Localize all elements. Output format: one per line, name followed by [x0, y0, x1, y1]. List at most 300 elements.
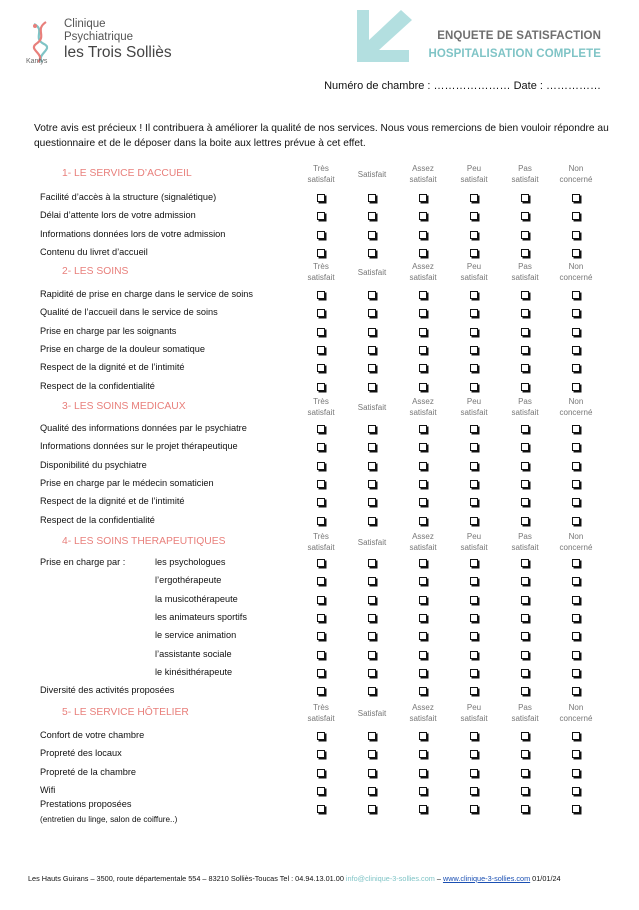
- answer-checkbox[interactable]: [572, 443, 580, 451]
- column-header: [451, 702, 497, 724]
- column-header-line: satisfait: [511, 408, 539, 417]
- column-header-line: satisfait: [460, 408, 488, 417]
- answer-checkbox[interactable]: [368, 577, 376, 585]
- answer-checkbox[interactable]: [572, 805, 580, 813]
- answer-checkbox[interactable]: [572, 651, 580, 659]
- answer-checkbox[interactable]: [317, 212, 325, 220]
- answer-checkbox[interactable]: [572, 559, 580, 567]
- answer-checkbox[interactable]: [572, 462, 580, 470]
- answer-checkbox[interactable]: [317, 231, 325, 239]
- answer-checkbox[interactable]: [368, 596, 376, 604]
- column-header-line: satisfait: [460, 714, 488, 723]
- column-header-line: satisfait: [307, 714, 335, 723]
- answer-checkbox[interactable]: [521, 212, 529, 220]
- column-header-line: Pas: [518, 262, 532, 271]
- answer-checkbox[interactable]: [368, 383, 376, 391]
- question-label: Contenu du livret d’accueil: [40, 246, 148, 257]
- section-title: 3- LES SOINS MEDICAUX: [62, 401, 186, 412]
- answer-checkbox[interactable]: [317, 651, 325, 659]
- column-header-line: Peu: [466, 164, 482, 173]
- footer-date: 01/01/24: [530, 874, 561, 883]
- column-header-line: Non: [568, 397, 584, 406]
- column-header-line: Satisfait: [357, 403, 387, 412]
- answer-checkbox[interactable]: [368, 443, 376, 451]
- answer-checkbox[interactable]: [521, 425, 529, 433]
- arrow-logo-icon: [357, 10, 412, 62]
- section-title: 1- LE SERVICE D’ACCUEIL: [62, 168, 192, 179]
- answer-checkbox[interactable]: [317, 750, 325, 758]
- question-label: Prise en charge par les soignants: [40, 325, 177, 336]
- answer-checkbox[interactable]: [572, 231, 580, 239]
- answer-checkbox[interactable]: [521, 769, 529, 777]
- column-header-line: Très: [313, 262, 329, 271]
- answer-checkbox[interactable]: [470, 462, 478, 470]
- column-header: [349, 537, 395, 548]
- answer-checkbox[interactable]: [470, 425, 478, 433]
- answer-checkbox[interactable]: [317, 498, 325, 506]
- answer-checkbox[interactable]: [470, 596, 478, 604]
- column-header-line: Pas: [518, 532, 532, 541]
- answer-checkbox[interactable]: [572, 425, 580, 433]
- column-header-line: Peu: [466, 397, 482, 406]
- answer-checkbox[interactable]: [572, 769, 580, 777]
- answer-checkbox[interactable]: [368, 769, 376, 777]
- column-header: [553, 702, 599, 724]
- answer-checkbox[interactable]: [317, 462, 325, 470]
- question-label: Respect de la dignité et de l’intimité: [40, 496, 185, 507]
- answer-checkbox[interactable]: [470, 249, 478, 257]
- answer-checkbox[interactable]: [521, 517, 529, 525]
- logo-text: [64, 18, 172, 62]
- answer-checkbox[interactable]: [368, 194, 376, 202]
- answer-checkbox[interactable]: [419, 651, 427, 659]
- column-header: [400, 702, 446, 724]
- answer-checkbox[interactable]: [368, 614, 376, 622]
- answer-checkbox[interactable]: [521, 632, 529, 640]
- column-header: [400, 531, 446, 553]
- column-header-line: Satisfait: [357, 709, 387, 718]
- column-header: [298, 261, 344, 283]
- footer-address: Les Hauts Guirans – 3500, route départementale 554 – 83210 Solliès-Toucas Tel : 04.94.13.01.00: [28, 874, 346, 883]
- column-header: [298, 163, 344, 185]
- answer-checkbox[interactable]: [368, 425, 376, 433]
- answer-checkbox[interactable]: [470, 669, 478, 677]
- question-label: Qualité de l’accueil dans le service de soins: [40, 307, 218, 318]
- column-header-line: Très: [313, 703, 329, 712]
- answer-checkbox[interactable]: [419, 632, 427, 640]
- answer-checkbox[interactable]: [470, 632, 478, 640]
- answer-checkbox[interactable]: [572, 194, 580, 202]
- answer-checkbox[interactable]: [572, 517, 580, 525]
- answer-checkbox[interactable]: [470, 732, 478, 740]
- column-header-line: concerné: [559, 175, 593, 184]
- answer-checkbox[interactable]: [470, 517, 478, 525]
- column-header-line: concerné: [559, 273, 593, 282]
- answer-checkbox[interactable]: [368, 231, 376, 239]
- column-header-line: Pas: [518, 397, 532, 406]
- answer-checkbox[interactable]: [572, 669, 580, 677]
- answer-checkbox[interactable]: [572, 750, 580, 758]
- column-header-line: satisfait: [511, 714, 539, 723]
- answer-checkbox[interactable]: [572, 596, 580, 604]
- column-header-line: satisfait: [307, 408, 335, 417]
- question-note: (entretien du linge, salon de coiffure..): [40, 815, 178, 825]
- column-header: [502, 261, 548, 283]
- column-header: [502, 396, 548, 418]
- question-label: Prise en charge de la douleur somatique: [40, 343, 205, 354]
- answer-checkbox[interactable]: [368, 687, 376, 695]
- question-label: Délai d’attente lors de votre admission: [40, 210, 196, 221]
- answer-checkbox[interactable]: [572, 346, 580, 354]
- column-header-line: Peu: [466, 262, 482, 271]
- column-header-line: Assez: [412, 164, 434, 173]
- column-header: [451, 531, 497, 553]
- answer-checkbox[interactable]: [317, 805, 325, 813]
- answer-checkbox[interactable]: [368, 805, 376, 813]
- question-label: Facilité d’accès à la structure (signalétique): [40, 192, 217, 202]
- answer-checkbox[interactable]: [521, 651, 529, 659]
- answer-checkbox[interactable]: [419, 498, 427, 506]
- column-header: [298, 531, 344, 553]
- column-header-line: satisfait: [409, 273, 437, 282]
- question-label: Respect de la dignité et de l’intimité: [40, 362, 185, 373]
- answer-checkbox[interactable]: [419, 577, 427, 585]
- answer-checkbox[interactable]: [317, 687, 325, 695]
- column-header-line: satisfait: [409, 543, 437, 552]
- column-header: [298, 396, 344, 418]
- answer-checkbox[interactable]: [572, 328, 580, 336]
- answer-checkbox[interactable]: [521, 480, 529, 488]
- answer-checkbox[interactable]: [470, 364, 478, 372]
- column-header: [502, 702, 548, 724]
- column-header: [553, 396, 599, 418]
- footer-separator: –: [434, 874, 443, 883]
- question-label: Qualité des informations données par le psychiatre: [40, 423, 247, 433]
- answer-checkbox[interactable]: [368, 732, 376, 740]
- answer-checkbox[interactable]: [368, 750, 376, 758]
- answer-checkbox[interactable]: [521, 596, 529, 604]
- column-header-line: satisfait: [511, 175, 539, 184]
- page-subtitle: HOSPITALISATION COMPLETE: [428, 48, 601, 60]
- question-label: Respect de la confidentialité: [40, 380, 155, 391]
- answer-checkbox[interactable]: [317, 577, 325, 585]
- page-title: ENQUETE DE SATISFACTION: [437, 30, 601, 42]
- answer-checkbox[interactable]: [419, 194, 427, 202]
- answer-checkbox[interactable]: [317, 787, 325, 795]
- answer-checkbox[interactable]: [521, 443, 529, 451]
- question-label: Confort de votre chambre: [40, 730, 145, 740]
- column-header-line: Assez: [412, 532, 434, 541]
- column-header-line: satisfait: [307, 273, 335, 282]
- answer-checkbox[interactable]: [470, 231, 478, 239]
- column-header-line: Satisfait: [357, 170, 387, 179]
- section-title: 5- LE SERVICE HÔTELIER: [62, 707, 189, 718]
- column-header: [298, 702, 344, 724]
- answer-checkbox[interactable]: [572, 364, 580, 372]
- answer-checkbox[interactable]: [470, 194, 478, 202]
- column-header: [553, 531, 599, 553]
- answer-checkbox[interactable]: [317, 383, 325, 391]
- answer-checkbox[interactable]: [470, 651, 478, 659]
- answer-checkbox[interactable]: [419, 425, 427, 433]
- question-label: Disponibilité du psychiatre: [40, 459, 147, 470]
- question-label: le service animation: [155, 630, 237, 641]
- answer-checkbox[interactable]: [419, 309, 427, 317]
- question-label: Rapidité de prise en charge dans le service de soins: [40, 289, 253, 299]
- answer-checkbox[interactable]: [521, 732, 529, 740]
- answer-checkbox[interactable]: [317, 632, 325, 640]
- column-header: [502, 531, 548, 553]
- answer-checkbox[interactable]: [470, 383, 478, 391]
- answer-checkbox[interactable]: [521, 231, 529, 239]
- answer-checkbox[interactable]: [521, 249, 529, 257]
- answer-checkbox[interactable]: [419, 596, 427, 604]
- answer-checkbox[interactable]: [368, 632, 376, 640]
- column-header-line: Très: [313, 164, 329, 173]
- answer-checkbox[interactable]: [521, 498, 529, 506]
- answer-checkbox[interactable]: [572, 309, 580, 317]
- answer-checkbox[interactable]: [419, 346, 427, 354]
- logo-line-3: les Trois Solliès: [64, 44, 172, 61]
- answer-checkbox[interactable]: [572, 787, 580, 795]
- answer-checkbox[interactable]: [470, 328, 478, 336]
- column-header-line: concerné: [559, 543, 593, 552]
- answer-checkbox[interactable]: [368, 328, 376, 336]
- answer-checkbox[interactable]: [419, 669, 427, 677]
- logo-sub: Kantys: [26, 58, 48, 65]
- question-label: Informations données lors de votre admission: [40, 228, 226, 239]
- question-label: Wifi: [40, 784, 56, 795]
- answer-checkbox[interactable]: [317, 364, 325, 372]
- answer-checkbox[interactable]: [572, 383, 580, 391]
- logo-line-1: Clinique: [64, 18, 106, 30]
- answer-checkbox[interactable]: [521, 750, 529, 758]
- answer-checkbox[interactable]: [317, 596, 325, 604]
- answer-checkbox[interactable]: [317, 732, 325, 740]
- answer-checkbox[interactable]: [419, 687, 427, 695]
- answer-checkbox[interactable]: [317, 291, 325, 299]
- answer-checkbox[interactable]: [368, 669, 376, 677]
- answer-checkbox[interactable]: [470, 498, 478, 506]
- answer-checkbox[interactable]: [419, 443, 427, 451]
- answer-checkbox[interactable]: [521, 383, 529, 391]
- answer-checkbox[interactable]: [419, 462, 427, 470]
- answer-checkbox[interactable]: [419, 231, 427, 239]
- column-header-line: satisfait: [511, 543, 539, 552]
- column-header-line: satisfait: [511, 273, 539, 282]
- footer-email-link[interactable]: info@clinique-3-sollies.com: [345, 874, 435, 883]
- question-label: le kinésithérapeute: [155, 666, 233, 677]
- column-header: [349, 169, 395, 180]
- answer-checkbox[interactable]: [521, 346, 529, 354]
- answer-checkbox[interactable]: [419, 750, 427, 758]
- section-title: 4- LES SOINS THERAPEUTIQUES: [62, 536, 226, 547]
- intro-text: Votre avis est précieux ! Il contribuera à améliorer la qualité de nos services. Nous vous remercions de bien vouloir répondre au questionnaire et de le déposer dans la boite aux lettres prévue à cet effet.: [34, 123, 609, 149]
- answer-checkbox[interactable]: [470, 309, 478, 317]
- answer-checkbox[interactable]: [572, 732, 580, 740]
- column-header-line: satisfait: [460, 543, 488, 552]
- answer-checkbox[interactable]: [317, 425, 325, 433]
- answer-checkbox[interactable]: [368, 364, 376, 372]
- answer-checkbox[interactable]: [317, 480, 325, 488]
- column-header: [400, 163, 446, 185]
- answer-checkbox[interactable]: [317, 769, 325, 777]
- column-header-line: Pas: [518, 164, 532, 173]
- question-label: les psychologues: [155, 557, 226, 567]
- column-header-line: Assez: [412, 703, 434, 712]
- answer-checkbox[interactable]: [368, 291, 376, 299]
- answer-checkbox[interactable]: [470, 291, 478, 299]
- question-label: Respect de la confidentialité: [40, 514, 155, 525]
- answer-checkbox[interactable]: [317, 346, 325, 354]
- answer-checkbox[interactable]: [419, 614, 427, 622]
- answer-checkbox[interactable]: [521, 309, 529, 317]
- answer-checkbox[interactable]: [368, 462, 376, 470]
- answer-checkbox[interactable]: [470, 614, 478, 622]
- answer-checkbox[interactable]: [470, 346, 478, 354]
- column-header-line: satisfait: [409, 175, 437, 184]
- answer-checkbox[interactable]: [419, 291, 427, 299]
- answer-checkbox[interactable]: [368, 651, 376, 659]
- answer-checkbox[interactable]: [317, 517, 325, 525]
- question-label: Informations données sur le projet thérapeutique: [40, 441, 238, 452]
- answer-checkbox[interactable]: [470, 577, 478, 585]
- column-header: [400, 261, 446, 283]
- answer-checkbox[interactable]: [572, 291, 580, 299]
- answer-checkbox[interactable]: [368, 787, 376, 795]
- answer-checkbox[interactable]: [521, 364, 529, 372]
- question-label: Prestations proposées: [40, 799, 132, 810]
- column-header-line: Non: [568, 532, 584, 541]
- column-header-line: Satisfait: [357, 268, 387, 277]
- column-header: [502, 163, 548, 185]
- column-header: [451, 163, 497, 185]
- column-header: [349, 267, 395, 278]
- answer-checkbox[interactable]: [419, 249, 427, 257]
- question-label: Propreté des locaux: [40, 748, 122, 759]
- answer-checkbox[interactable]: [521, 291, 529, 299]
- answer-checkbox[interactable]: [317, 443, 325, 451]
- column-header: [349, 402, 395, 413]
- answer-checkbox[interactable]: [572, 614, 580, 622]
- column-header: [451, 261, 497, 283]
- answer-checkbox[interactable]: [521, 805, 529, 813]
- answer-checkbox[interactable]: [317, 194, 325, 202]
- answer-checkbox[interactable]: [470, 212, 478, 220]
- column-header: [451, 396, 497, 418]
- question-label: les animateurs sportifs: [155, 611, 247, 622]
- answer-checkbox[interactable]: [419, 328, 427, 336]
- question-label: l’ergothérapeute: [155, 575, 222, 586]
- answer-checkbox[interactable]: [572, 687, 580, 695]
- answer-checkbox[interactable]: [470, 443, 478, 451]
- answer-checkbox[interactable]: [368, 346, 376, 354]
- answer-checkbox[interactable]: [317, 669, 325, 677]
- answer-checkbox[interactable]: [470, 787, 478, 795]
- answer-checkbox[interactable]: [521, 687, 529, 695]
- answer-checkbox[interactable]: [470, 769, 478, 777]
- answer-checkbox[interactable]: [572, 249, 580, 257]
- answer-checkbox[interactable]: [317, 328, 325, 336]
- answer-checkbox[interactable]: [368, 498, 376, 506]
- answer-checkbox[interactable]: [572, 480, 580, 488]
- footer: [28, 874, 561, 883]
- answer-checkbox[interactable]: [419, 805, 427, 813]
- answer-checkbox[interactable]: [572, 498, 580, 506]
- column-header-line: satisfait: [409, 714, 437, 723]
- question-label: Propreté de la chambre: [40, 766, 137, 777]
- answer-checkbox[interactable]: [521, 194, 529, 202]
- column-header-line: Pas: [518, 703, 532, 712]
- answer-checkbox[interactable]: [419, 787, 427, 795]
- column-header-line: Non: [568, 164, 584, 173]
- answer-checkbox[interactable]: [419, 732, 427, 740]
- answer-checkbox[interactable]: [317, 559, 325, 567]
- answer-checkbox[interactable]: [368, 559, 376, 567]
- logo-line-2: Psychiatrique: [64, 31, 134, 43]
- answer-checkbox[interactable]: [368, 249, 376, 257]
- answer-checkbox[interactable]: [419, 383, 427, 391]
- answer-checkbox[interactable]: [521, 577, 529, 585]
- column-header: [553, 163, 599, 185]
- answer-checkbox[interactable]: [521, 787, 529, 795]
- answer-checkbox[interactable]: [419, 480, 427, 488]
- answer-checkbox[interactable]: [572, 577, 580, 585]
- answer-checkbox[interactable]: [368, 309, 376, 317]
- column-header-line: concerné: [559, 408, 593, 417]
- answer-checkbox[interactable]: [419, 517, 427, 525]
- column-header-line: satisfait: [307, 175, 335, 184]
- answer-checkbox[interactable]: [317, 614, 325, 622]
- answer-checkbox[interactable]: [470, 687, 478, 695]
- answer-checkbox[interactable]: [368, 517, 376, 525]
- question-label: l’assistante sociale: [155, 648, 232, 659]
- answer-checkbox[interactable]: [470, 750, 478, 758]
- question-label: Prise en charge par le médecin somaticien: [40, 477, 214, 488]
- answer-checkbox[interactable]: [368, 480, 376, 488]
- answer-checkbox[interactable]: [317, 309, 325, 317]
- answer-checkbox[interactable]: [368, 212, 376, 220]
- answer-checkbox[interactable]: [470, 805, 478, 813]
- column-header-line: Très: [313, 397, 329, 406]
- answer-checkbox[interactable]: [317, 249, 325, 257]
- answer-checkbox[interactable]: [521, 669, 529, 677]
- footer-site-link[interactable]: www.clinique-3-sollies.com: [442, 874, 531, 883]
- column-header-line: Peu: [466, 703, 482, 712]
- column-header-line: Assez: [412, 397, 434, 406]
- question-label: Diversité des activités proposées: [40, 685, 175, 696]
- answer-checkbox[interactable]: [572, 212, 580, 220]
- answer-checkbox[interactable]: [572, 632, 580, 640]
- answer-checkbox[interactable]: [521, 328, 529, 336]
- answer-checkbox[interactable]: [470, 559, 478, 567]
- answer-checkbox[interactable]: [419, 769, 427, 777]
- column-header-line: Assez: [412, 262, 434, 271]
- column-header-line: Très: [313, 532, 329, 541]
- question-label: la musicothérapeute: [155, 593, 238, 604]
- answer-checkbox[interactable]: [419, 364, 427, 372]
- answer-checkbox[interactable]: [521, 614, 529, 622]
- section-title: 2- LES SOINS: [62, 266, 129, 277]
- answer-checkbox[interactable]: [419, 212, 427, 220]
- answer-checkbox[interactable]: [521, 462, 529, 470]
- column-header-line: satisfait: [460, 273, 488, 282]
- answer-checkbox[interactable]: [521, 559, 529, 567]
- answer-checkbox[interactable]: [470, 480, 478, 488]
- answer-checkbox[interactable]: [419, 559, 427, 567]
- column-header-line: Non: [568, 262, 584, 271]
- room-date-field[interactable]: Numéro de chambre : ………………… Date : ……………: [324, 80, 601, 92]
